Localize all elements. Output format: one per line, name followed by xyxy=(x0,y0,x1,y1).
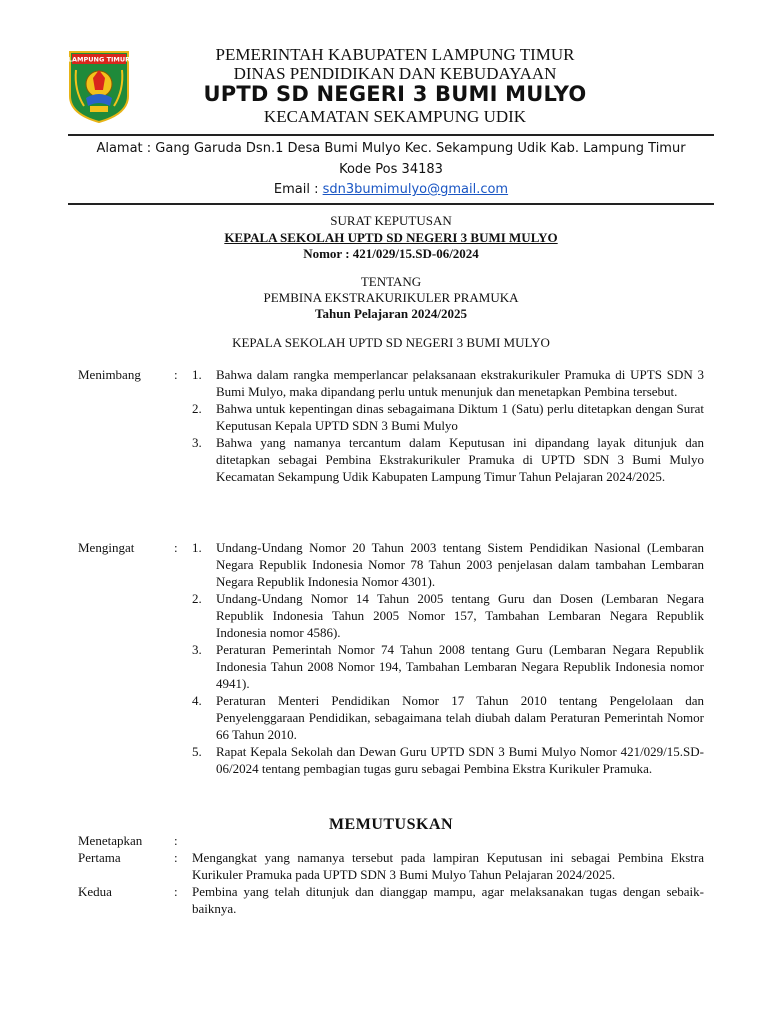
menetapkan-label: Menetapkan xyxy=(78,833,143,848)
kedua-text: Pembina yang telah ditunjuk dan dianggap mampu, agar melaksanakan tugas dengan sebaik-baiknya. xyxy=(192,884,704,916)
menimbang-colon: : xyxy=(174,367,178,382)
issuer-title: KEPALA SEKOLAH UPTD SD NEGERI 3 BUMI MULYO xyxy=(224,230,558,245)
kedua-label: Kedua xyxy=(78,884,112,899)
district-name: KECAMATAN SEKAMPUNG UDIK xyxy=(263,107,527,126)
list-item: 5. Rapat Kepala Sekolah dan Dewan Guru UPTD SDN 3 Bumi Mulyo Nomor 421/029/15.SD-06/2024 tentang pembagian tugas guru sebagai Pembina Ekstra Kurikuler Pramuka. xyxy=(192,744,704,776)
list-item: 1. Bahwa dalam rangka memperlancar pelaksanaan ekstrakurikuler Pramuka di UPTS SDN 3 Bumi Mulyo, maka dipandang perlu untuk menunjuk dan menetapkan Pembina tersebut. xyxy=(192,367,704,399)
subject-title: PEMBINA EKSTRAKURIKULER PRAMUKA xyxy=(263,290,519,305)
academic-year: Tahun Pelajaran 2024/2025 xyxy=(315,306,467,321)
pertama-colon: : xyxy=(174,850,178,865)
list-item: 1. Undang-Undang Nomor 20 Tahun 2003 tentang Sistem Pendidikan Nasional (Lembaran Negara Republik Indonesia Nomor 78 Tahun 2003 penjelasan dalam tambahan Lembaran Negara Republik Indonesia Nomor 4301). xyxy=(192,540,704,589)
mengingat-section xyxy=(78,539,704,777)
decision-section xyxy=(78,832,704,917)
government-name: PEMERINTAH KABUPATEN LAMPUNG TIMUR xyxy=(215,45,575,64)
list-item: 2. Bahwa untuk kepentingan dinas sebagaimana Diktum 1 (Satu) perlu ditetapkan dengan Surat Keputusan Kepala UPTD SDN 3 Bumi Mulyo xyxy=(192,401,704,433)
menetapkan-colon: : xyxy=(174,833,178,848)
svg-text:LAMPUNG TIMUR: LAMPUNG TIMUR xyxy=(68,55,130,64)
school-name: UPTD SD NEGERI 3 BUMI MULYO xyxy=(203,82,587,106)
list-item: 3. Peraturan Pemerintah Nomor 74 Tahun 2008 tentang Guru (Lembaran Negara Republik Indonesia Tahun 2008 Nomor 194, Tambahan Lembaran Negara Republik Indonesia nomor 4941). xyxy=(192,642,704,691)
menimbang-section xyxy=(78,366,704,485)
pertama-text: Mengangkat yang namanya tersebut pada lampiran Keputusan ini sebagai Pembina Ekstra Kurikuler Pramuka pada UPTD SDN 3 Bumi Mulyo Tahun Pelajaran 2024/2025. xyxy=(192,850,704,882)
mengingat-colon: : xyxy=(174,540,178,555)
email-link[interactable]: sdn3bumimulyo@gmail.com xyxy=(322,182,509,197)
list-item: 2. Undang-Undang Nomor 14 Tahun 2005 tentang Guru dan Dosen (Lembaran Negara Republik Indonesia Tahun 2005 Nomor 157, Tambahan Lembaran Negara Republik Indonesia nomor 4586). xyxy=(192,591,704,640)
pertama-label: Pertama xyxy=(78,850,121,865)
menimbang-label: Menimbang xyxy=(78,367,141,382)
email-line xyxy=(68,182,714,197)
document-number: Nomor : 421/029/15.SD-06/2024 xyxy=(303,246,479,261)
kedua-colon: : xyxy=(174,884,178,899)
letterhead-divider-top xyxy=(68,134,714,136)
letterhead-divider-bottom xyxy=(68,203,714,205)
postal-code: Kode Pos 34183 xyxy=(339,162,443,177)
authority-title: KEPALA SEKOLAH UPTD SD NEGERI 3 BUMI MULYO xyxy=(232,335,550,350)
document-type: SURAT KEPUTUSAN xyxy=(330,213,452,228)
mengingat-label: Mengingat xyxy=(78,540,135,555)
about-label: TENTANG xyxy=(360,274,422,289)
email-label: Email : xyxy=(273,182,323,197)
address-line: Alamat : Gang Garuda Dsn.1 Desa Bumi Mulyo Kec. Sekampung Udik Kab. Lampung Timur xyxy=(96,141,686,156)
list-item: 3. Bahwa yang namanya tercantum dalam Keputusan ini dipandang layak ditunjuk dan ditetapkan sebagai Pembina Ekstrakurikuler Pramuka di UPTD SDN 3 Bumi Mulyo Kecamatan Sekampung Udik Kabupaten Lampung Timur Tahun Pelajaran 2024/2025. xyxy=(192,435,704,484)
decision-heading: MEMUTUSKAN xyxy=(328,816,454,833)
list-item: 4. Peraturan Menteri Pendidikan Nomor 17 Tahun 2010 tentang Pengelolaan dan Penyelenggaraan Pendidikan, sebagaimana telah diubah dalam Peraturan Pemerintah Nomor 66 Tahun 2010. xyxy=(192,693,704,742)
lampung-timur-emblem-icon xyxy=(68,50,130,124)
agency-name: DINAS PENDIDIKAN DAN KEBUDAYAAN xyxy=(233,64,557,83)
